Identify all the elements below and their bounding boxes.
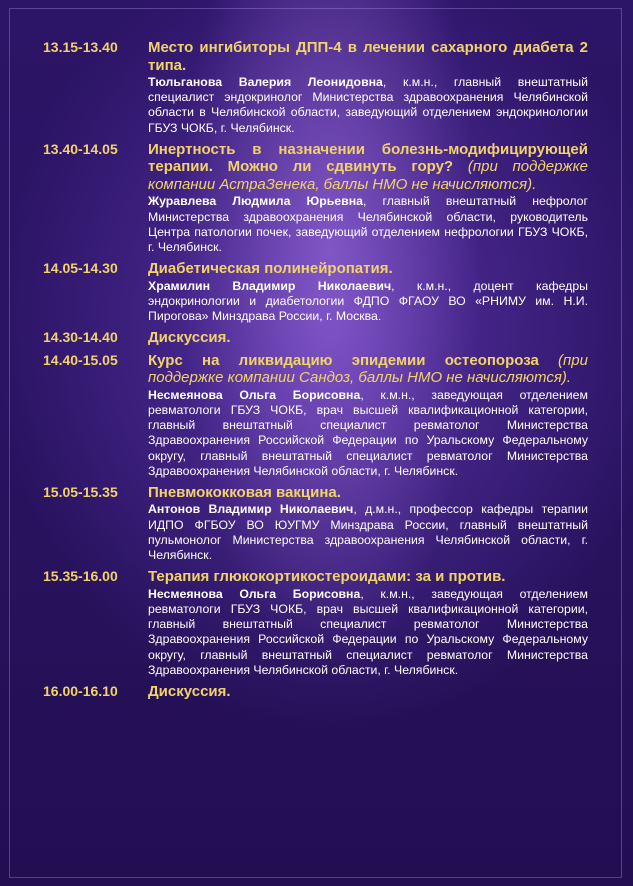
program-entry bbox=[0, 683, 633, 701]
session-title-text: Место ингибиторы ДПП-4 в лечении сахарного диабета 2 типа. bbox=[148, 39, 588, 74]
session-speaker bbox=[148, 194, 588, 255]
program-schedule bbox=[0, 39, 633, 705]
speaker-name: Несмеянова Ольга Борисовна bbox=[148, 387, 361, 402]
session-speaker bbox=[148, 587, 588, 678]
program-entry bbox=[0, 329, 633, 347]
session-title-text: Пневмококковая вакцина. bbox=[148, 483, 341, 501]
session-content bbox=[148, 260, 588, 324]
session-time: 15.05-15.35 bbox=[43, 483, 118, 500]
speaker-info: , главный внештатный нефролог Министерства здравоохранения Челябинской области, руководитель Центра патологии почек, заведующий отделением нефрологии ГБУЗ ЧОКБ, г. Челябинск. bbox=[148, 194, 588, 254]
session-title bbox=[148, 484, 588, 502]
session-time: 16.00-16.10 bbox=[43, 682, 118, 699]
session-title bbox=[148, 683, 588, 701]
session-title bbox=[148, 568, 588, 586]
session-content bbox=[148, 39, 588, 136]
session-content bbox=[148, 329, 588, 347]
session-title bbox=[148, 260, 588, 278]
session-content bbox=[148, 484, 588, 563]
session-speaker bbox=[148, 279, 588, 325]
speaker-name: Журавлева Людмила Юрьевна bbox=[148, 194, 363, 209]
speaker-info: , к.м.н., заведующая отделением ревматологи ГБУЗ ЧОКБ, врач высшей квалификационной категории, главный внештатный специалист ревматолог Министерства Здравоохранения Российской Федерации по Уральскому Федеральному округу, главный внештатный специалист ревматолог Министерства Здравоохранения Челябинской области, г. Челябинск. bbox=[148, 387, 588, 478]
session-title-text: Диабетическая полинейропатия. bbox=[148, 260, 393, 278]
session-title bbox=[148, 141, 588, 194]
session-time: 14.40-15.05 bbox=[43, 351, 118, 368]
session-time: 14.05-14.30 bbox=[43, 260, 118, 277]
session-title bbox=[148, 39, 588, 74]
session-title-text: Терапия глюкокортикостероидами: за и против. bbox=[148, 568, 506, 586]
session-time: 15.35-16.00 bbox=[43, 568, 118, 585]
speaker-name: Несмеянова Ольга Борисовна bbox=[148, 586, 361, 601]
session-title bbox=[148, 329, 588, 347]
program-entry bbox=[0, 260, 633, 324]
session-content bbox=[148, 141, 588, 255]
program-entry bbox=[0, 39, 633, 136]
program-entry bbox=[0, 141, 633, 255]
session-title-text: Дискуссия. bbox=[148, 682, 231, 700]
session-time: 14.30-14.40 bbox=[43, 329, 118, 346]
session-title-text: Дискуссия. bbox=[148, 329, 231, 347]
session-speaker bbox=[148, 502, 588, 563]
speaker-info: , к.м.н., заведующая отделением ревматологи ГБУЗ ЧОКБ, врач высшей квалификационной категории, главный внештатный специалист ревматолог Министерства Здравоохранения Российской Федерации по Уральскому Федеральному округу, главный внештатный специалист ревматолог Министерства Здравоохранения Челябинской области, г. Челябинск. bbox=[148, 586, 588, 677]
speaker-info: , д.м.н., профессор кафедры терапии ИДПО ФГБОУ ВО ЮУГМУ Минздрава России, главный внештатный пульмонолог Министерства здравоохранения Челябинской области, г. Челябинск. bbox=[148, 502, 588, 563]
program-entry bbox=[0, 352, 633, 479]
session-content bbox=[148, 683, 588, 701]
session-speaker bbox=[148, 388, 588, 479]
speaker-name: Храмилин Владимир Николаевич bbox=[148, 278, 392, 293]
session-speaker bbox=[148, 75, 588, 136]
session-title bbox=[148, 352, 588, 387]
program-entry bbox=[0, 568, 633, 678]
session-title-text: Курс на ликвидацию эпидемии остеопороза bbox=[148, 351, 539, 369]
program-entry bbox=[0, 484, 633, 563]
session-content bbox=[148, 568, 588, 678]
speaker-name: Тюльганова Валерия Леонидовна bbox=[148, 75, 383, 89]
session-note: (при поддержке компании Сандоз, баллы НМО не начисляются). bbox=[148, 351, 588, 387]
session-content bbox=[148, 352, 588, 479]
session-time: 13.40-14.05 bbox=[43, 140, 118, 157]
session-time: 13.15-13.40 bbox=[43, 39, 118, 55]
speaker-info: , к.м.н., главный внештатный специалист эндокринолог Министерства здравоохранения Челябинской области в Челябинской области, заведующий отделением эндокринологии ГБУЗ ЧОКБ, г. Челябинск. bbox=[148, 75, 588, 135]
session-title-text: Инертность в назначении болезнь-модифицирующей терапии. Можно ли сдвинуть гору? bbox=[148, 140, 588, 176]
speaker-info: , к.м.н., доцент кафедры эндокринологии и диабетологии ФДПО ФГАОУ ВО «РНИМУ им. Н.И. Пирогова» Минздрава России, г. Москва. bbox=[148, 278, 588, 324]
session-note: (при поддержке компании АстраЗенека, баллы НМО не начисляются). bbox=[148, 158, 588, 193]
speaker-name: Антонов Владимир Николаевич bbox=[148, 502, 354, 517]
